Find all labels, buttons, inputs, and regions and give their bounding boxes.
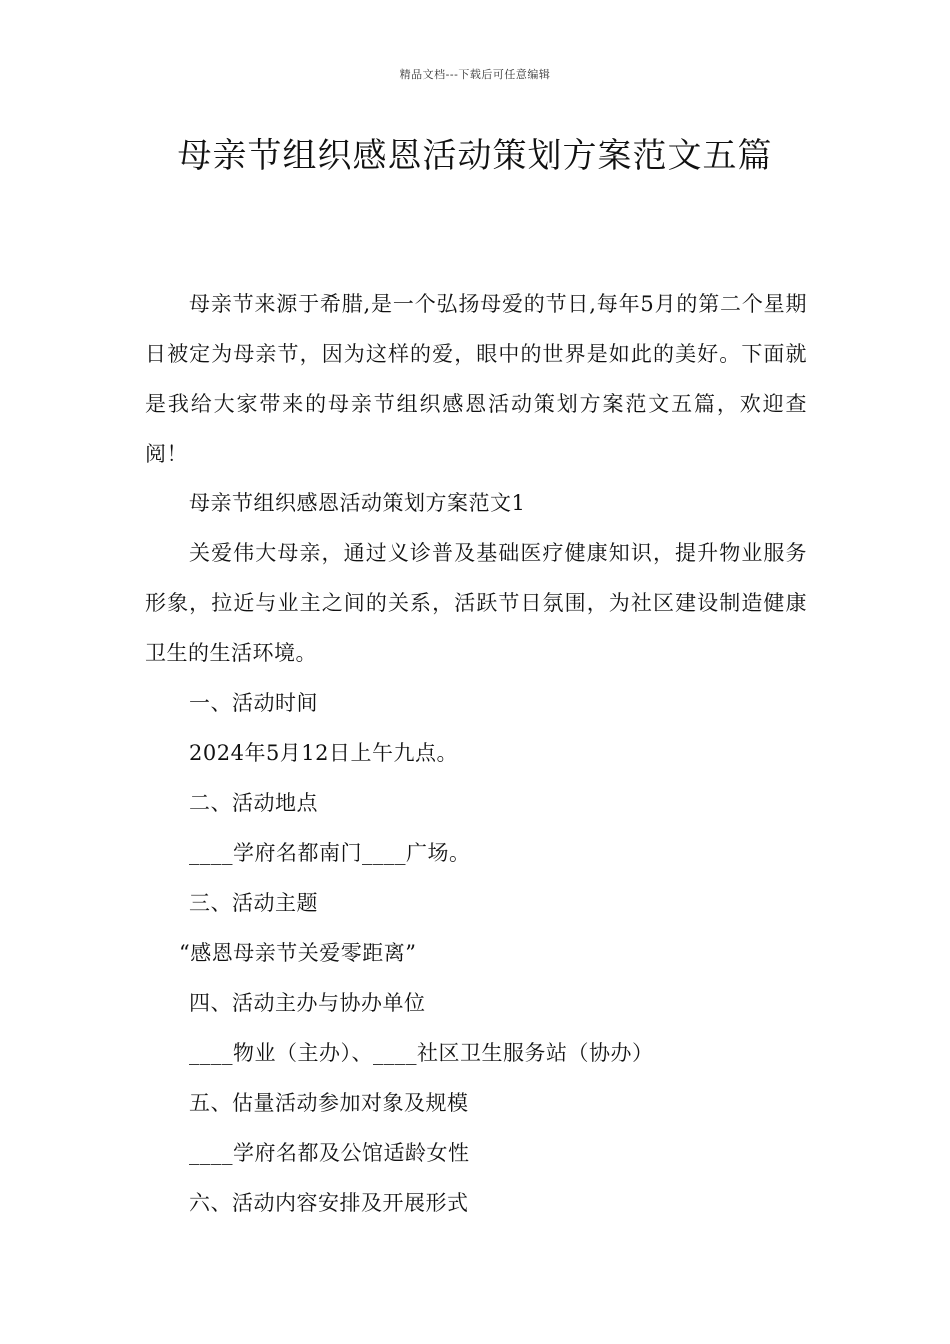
section-content-location: ____学府名都南门____广场。	[189, 841, 471, 865]
section-content-organizers: ____物业（主办）、____社区卫生服务站（协办）	[189, 1041, 654, 1065]
purpose-paragraph: 关爱伟大母亲，通过义诊普及基础医疗健康知识，提升物业服务形象，拉近与业主之间的关系，活跃节日氛围，为社区建设制造健康卫生的生活环境。	[145, 541, 807, 665]
section-content-participants: ____学府名都及公馆适龄女性	[189, 1141, 470, 1165]
section-heading-location: 二、活动地点	[189, 791, 318, 815]
section-heading-activities: 六、活动内容安排及开展形式	[189, 1191, 469, 1215]
section-content-theme: “感恩母亲节关爱零距离”	[179, 941, 417, 965]
page-header: 精品文档---下载后可任意编辑	[399, 68, 551, 81]
section-heading-theme: 三、活动主题	[189, 891, 318, 915]
section-heading-participants: 五、估量活动参加对象及规模	[189, 1091, 469, 1115]
article-1	[145, 478, 807, 1228]
section-heading-time: 一、活动时间	[189, 691, 318, 715]
intro-paragraph: 母亲节来源于希腊,是一个弘扬母爱的节日,每年5月的第二个星期日被定为母亲节，因为这样的爱，眼中的世界是如此的美好。下面就是我给大家带来的母亲节组织感恩活动策划方案范文五篇，欢迎查阅！	[145, 292, 807, 466]
intro-section	[145, 279, 807, 479]
document-title: 母亲节组织感恩活动策划方案范文五篇	[177, 136, 773, 176]
section-heading-organizers: 四、活动主办与协办单位	[189, 991, 426, 1015]
section-content-time: 2024年5月12日上午九点。	[189, 741, 459, 765]
article-heading: 母亲节组织感恩活动策划方案范文1	[189, 491, 526, 515]
